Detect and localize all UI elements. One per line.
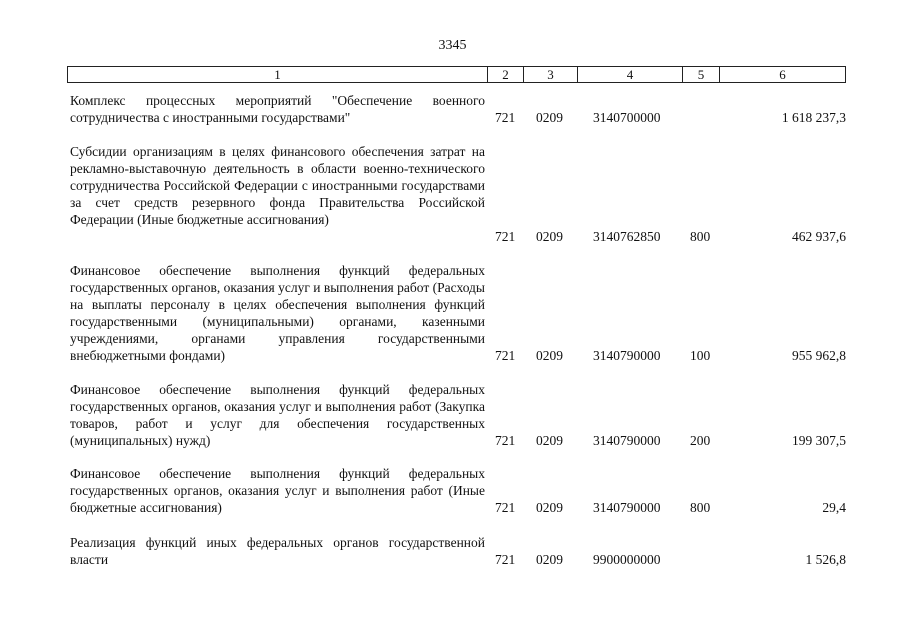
row-col-3: 0209 xyxy=(536,552,563,567)
page-number: 3345 xyxy=(438,38,467,53)
row-col-4: 3140790000 xyxy=(593,348,661,363)
header-col-2: 2 xyxy=(488,67,524,82)
row-col-4: 3140700000 xyxy=(593,110,661,125)
row-col-2: 721 xyxy=(495,433,516,448)
row-col-6: 199 307,5 xyxy=(792,433,846,448)
row-col-4: 3140762850 xyxy=(593,229,661,244)
row-col-3: 0209 xyxy=(536,229,563,244)
row-col-6: 29,4 xyxy=(822,500,846,515)
header-col-1: 1 xyxy=(68,67,488,82)
row-description: Реализация функций иных федеральных органов государственной власти xyxy=(70,535,485,567)
row-col-6: 955 962,8 xyxy=(792,348,846,363)
row-col-5: 800 xyxy=(690,229,711,244)
row-col-6: 462 937,6 xyxy=(792,229,846,244)
row-col-3: 0209 xyxy=(536,500,563,515)
row-col-2: 721 xyxy=(495,229,516,244)
row-col-3: 0209 xyxy=(536,348,563,363)
row-col-4: 9900000000 xyxy=(593,552,661,567)
row-col-4: 3140790000 xyxy=(593,500,661,515)
row-col-2: 721 xyxy=(495,110,516,125)
row-col-2: 721 xyxy=(495,552,516,567)
row-col-3: 0209 xyxy=(536,433,563,448)
header-col-6: 6 xyxy=(779,67,786,82)
row-description: Комплекс процессных мероприятий "Обеспечение военного сотрудничества с иностранными государствами" xyxy=(70,93,485,125)
row-col-5: 100 xyxy=(690,348,711,363)
header-col-5: 5 xyxy=(683,67,720,82)
row-col-5: 800 xyxy=(690,500,711,515)
header-col-4: 4 xyxy=(578,67,683,82)
row-description: Финансовое обеспечение выполнения функций федеральных государственных органов, оказания услуг и выполнения работ (Закупка товаров, работ и услуг для обеспечения государственных (муниципальных) нужд) xyxy=(70,382,485,448)
header-col-3: 3 xyxy=(524,67,578,82)
row-col-6: 1 526,8 xyxy=(805,552,846,567)
row-col-5: 200 xyxy=(690,433,711,448)
row-col-6: 1 618 237,3 xyxy=(781,110,846,125)
row-description: Финансовое обеспечение выполнения функций федеральных государственных органов, оказания услуг и выполнения работ (Расходы на выплаты персоналу в целях обеспечения выполнения функций государственными (муниципальными) органами, казенными учреждениями, органами управления государственными внебюджетными фондами) xyxy=(70,263,485,363)
row-description: Финансовое обеспечение выполнения функций федеральных государственных органов, оказания услуг и выполнения работ (Иные бюджетные ассигнования) xyxy=(70,466,485,515)
row-description: Субсидии организациям в целях финансового обеспечения затрат на рекламно-выставочную деятельность в области военно-технического сотрудничества Российской Федерации с иностранными государствами за счет средств резервного фонда Правительства Российской Федерации (Иные бюджетные ассигнования) xyxy=(70,144,485,227)
row-col-2: 721 xyxy=(495,500,516,515)
row-col-4: 3140790000 xyxy=(593,433,661,448)
table-header xyxy=(67,66,846,83)
row-col-3: 0209 xyxy=(536,110,563,125)
row-col-2: 721 xyxy=(495,348,516,363)
